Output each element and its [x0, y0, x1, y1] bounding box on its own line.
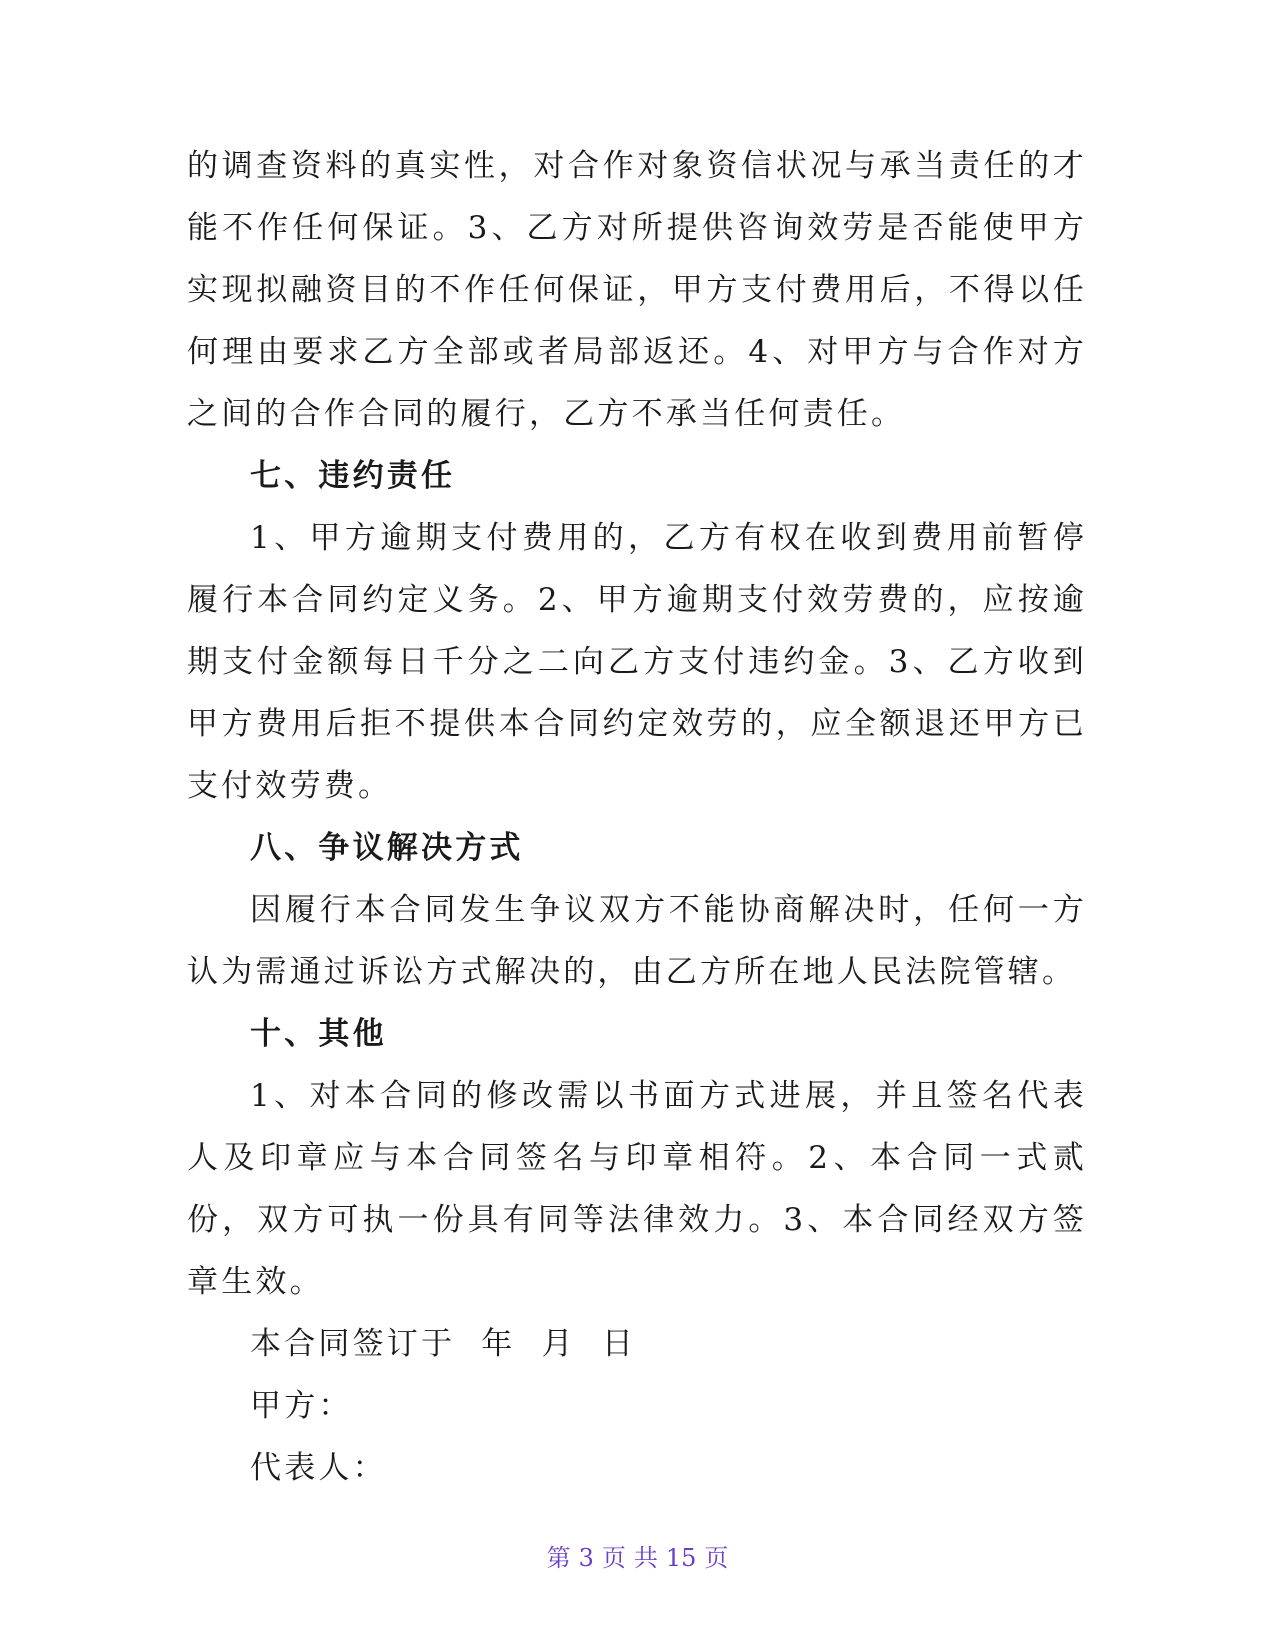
paragraph-disclaimer: 的调查资料的真实性，对合作对象资信状况与承当责任的才能不作任何保证。3、乙方对所提供咨询效劳是否能使甲方实现拟融资目的不作任何保证，甲方支付费用后，不得以任何理由要求乙方全部或者局部返还。4、对甲方与合作对方之间的合作合同的履行，乙方不承当任何责任。: [187, 148, 1087, 432]
footer-page-unit: 页: [601, 1544, 626, 1572]
heading-dispute-resolution: 八、争议解决方式: [250, 830, 524, 866]
page-footer: [0, 1538, 1275, 1573]
party-a-line: 甲方：: [250, 1388, 353, 1424]
footer-total-pages: 15: [665, 1544, 697, 1572]
document-body: [187, 135, 1087, 1499]
heading-other: 十、其他: [250, 1016, 387, 1052]
representative-line: 代表人：: [250, 1450, 387, 1486]
footer-total-unit: 页: [704, 1544, 729, 1572]
signed-date-line: 本合同签订于 年 月 日: [250, 1326, 637, 1362]
paragraph-breach-liability: 1、甲方逾期支付费用的，乙方有权在收到费用前暂停履行本合同约定义务。2、甲方逾期支付效劳费的，应按逾期支付金额每日千分之二向乙方支付违约金。3、乙方收到甲方费用后拒不提供本合同约定效劳的，应全额退还甲方已支付效劳费。: [187, 520, 1087, 804]
footer-total-prefix: 共: [633, 1544, 658, 1572]
paragraph-other: 1、对本合同的修改需以书面方式进展，并且签名代表人及印章应与本合同签名与印章相符。2、本合同一式贰份，双方可执一份具有同等法律效力。3、本合同经双方签章生效。: [187, 1078, 1087, 1300]
paragraph-dispute-resolution: 因履行本合同发生争议双方不能协商解决时，任何一方认为需通过诉讼方式解决的，由乙方所在地人民法院管辖。: [187, 892, 1087, 990]
footer-current-page: 3: [578, 1544, 594, 1572]
heading-breach-liability: 七、违约责任: [250, 458, 456, 494]
footer-prefix: 第: [546, 1544, 571, 1572]
